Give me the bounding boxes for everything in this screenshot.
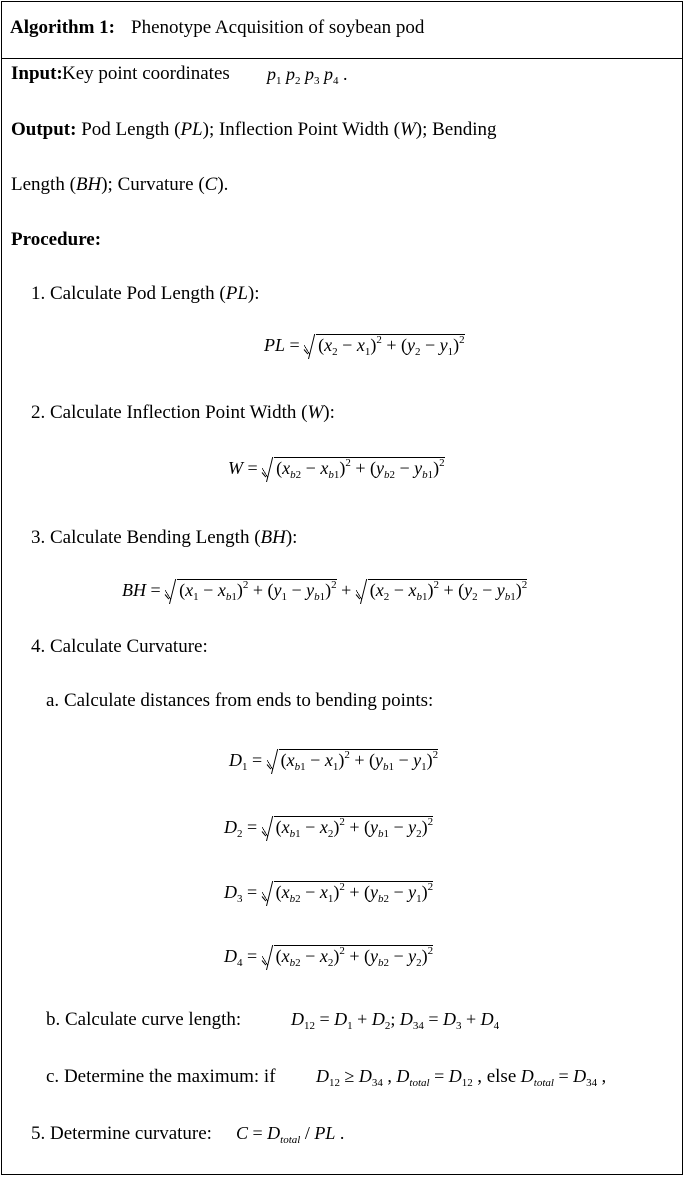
formula-d3: $D_3$ = $(x_{b2} - x_1)^2 + (y_{b2} - y_1)^2$: [224, 881, 434, 905]
algorithm-header: [2, 2, 682, 59]
algorithm-label: Algorithm 1:: [10, 17, 116, 38]
formula-max: $D_{12} \ge D_{34}$ , $D_{total} = D_{12}$ , else $D_{total} = D_{34}$ ,: [316, 1066, 607, 1089]
input-text: Key point coordinates: [62, 63, 230, 84]
step-4c: c. Determine the maximum: if: [46, 1066, 276, 1087]
formula-w: W = $(x_{b2} - x_{b1})^2 + (y_{b2} - y_{b1})^2$: [228, 457, 445, 481]
input-points: $p_1$ $p_2$ $p_3$ $p_4$ .: [267, 64, 348, 87]
procedure-label: Procedure:: [11, 229, 102, 250]
formula-d2: $D_2$ = $(x_{b1} - x_2)^2 + (y_{b1} - y_2)^2$: [224, 816, 434, 840]
step-2: 2. Calculate Inflection Point Width (W):: [31, 402, 335, 423]
step-3: 3. Calculate Bending Length (BH):: [31, 527, 298, 548]
step-5: 5. Determine curvature:: [31, 1123, 212, 1144]
algorithm-title: Phenotype Acquisition of soybean pod: [131, 17, 425, 38]
step-4: 4. Calculate Curvature:: [31, 636, 208, 657]
formula-d4: $D_4$ = $(x_{b2} - x_2)^2 + (y_{b2} - y_2)^2$: [224, 945, 434, 969]
input-label: Input:: [11, 63, 63, 84]
formula-curve-length: $D_{12} = D_1 + D_2$; $D_{34} = D_3 + D_4$: [291, 1009, 500, 1032]
output-line-2: Length (BH); Curvature (C).: [11, 174, 229, 195]
formula-curvature: $C = D_{total}$ / PL .: [236, 1123, 345, 1146]
formula-bh: BH = $(x_1 - x_{b1})^2 + (y_1 - y_{b1})^2$ + $(x_2 - x_{b1})^2 + (y_2 - y_{b1})^2$: [122, 579, 528, 603]
step-1: 1. Calculate Pod Length (PL):: [31, 283, 260, 304]
step-4a: a. Calculate distances from ends to bending points:: [46, 690, 434, 711]
formula-pl: PL = $(x_2 - x_1)^2 + (y_2 - y_1)^2$: [264, 334, 465, 358]
output-line-1: Output: Pod Length (PL); Inflection Point Width (W); Bending: [11, 119, 497, 140]
step-4b: b. Calculate curve length:: [46, 1009, 242, 1030]
formula-d1: $D_1$ = $(x_{b1} - x_1)^2 + (y_{b1} - y_1)^2$: [229, 749, 439, 773]
